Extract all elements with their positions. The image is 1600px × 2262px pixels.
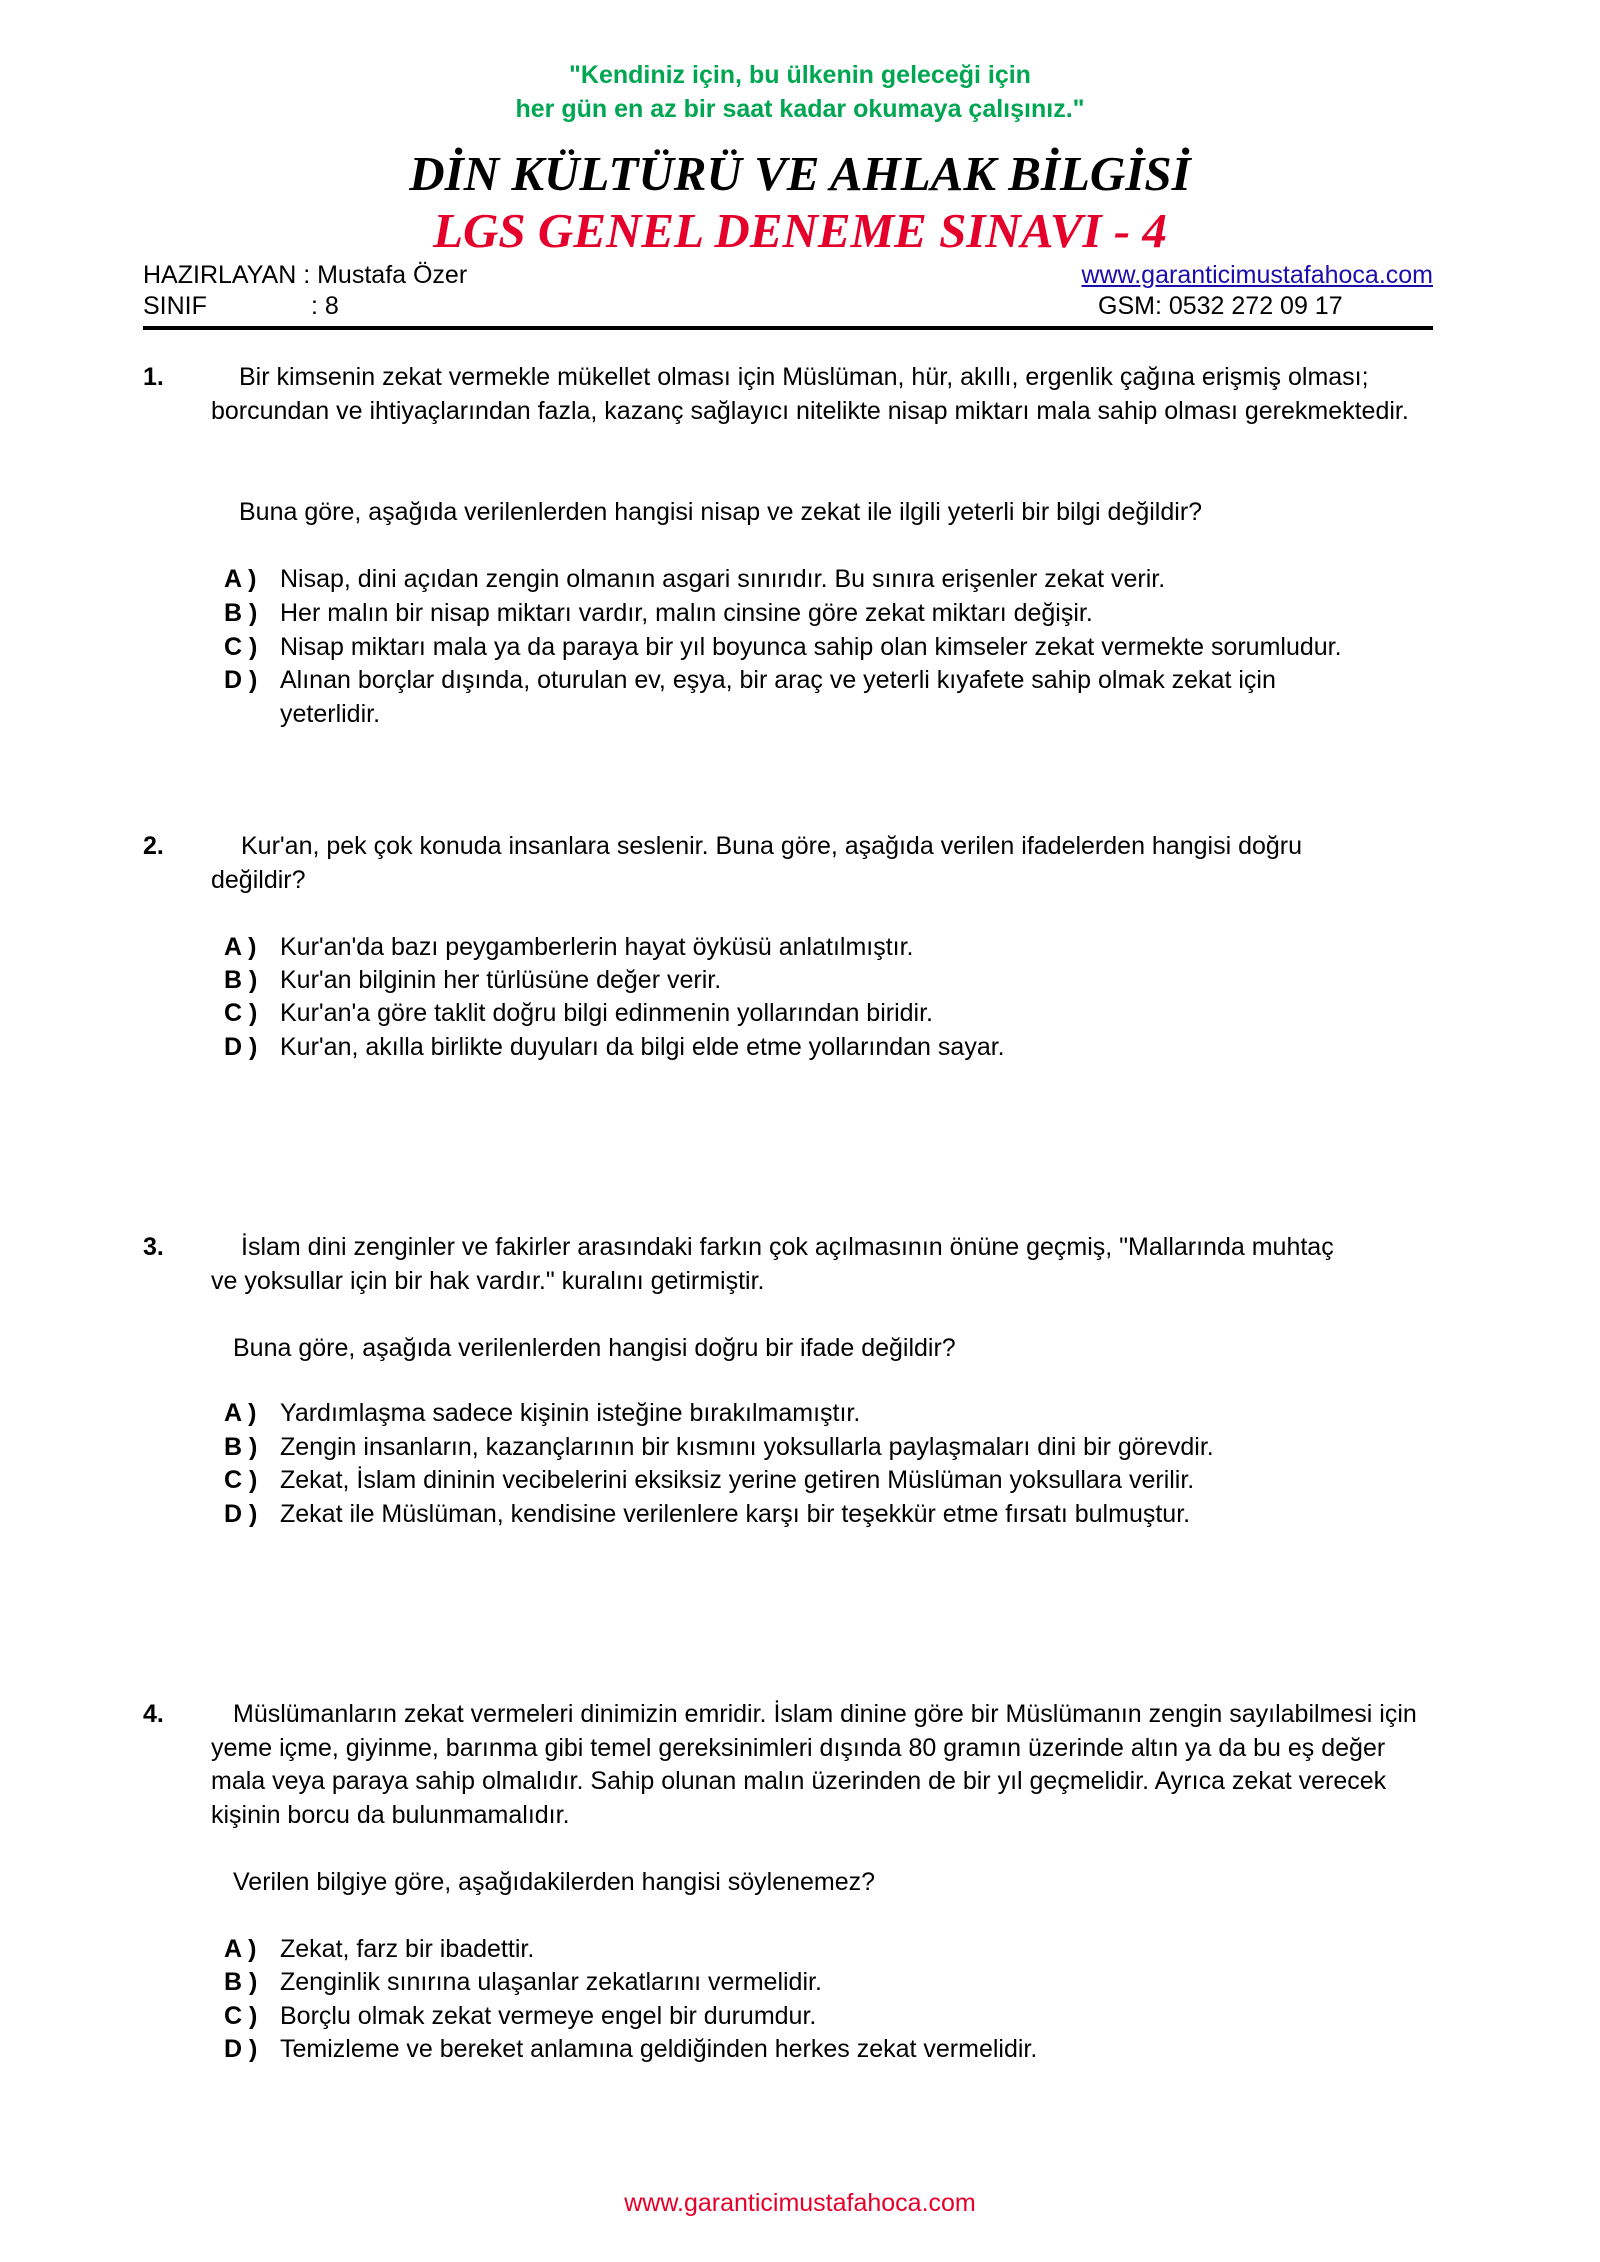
option-d[interactable]: [224, 1031, 1444, 1065]
question-text: Bir kimsenin zekat vermekle mükellet olması için Müslüman, hür, akıllı, ergenlik çağına erişmiş olması; borcundan ve ihtiyaçlarından fazla, kazanç sağlayıcı nitelikte nisap miktarı mala sahip olması gerekmektedir.: [211, 363, 1409, 425]
page-subtitle: LGS GENEL DENEME SINAVI - 4: [433, 203, 1167, 258]
option-letter: A ): [224, 565, 257, 593]
option-text: Temizleme ve bereket anlamına geldiğinden herkes zekat vermelidir.: [280, 2035, 1038, 2063]
motto-line-1: "Kendiniz için, bu ülkenin geleceği için: [569, 61, 1031, 89]
option-letter: B ): [224, 599, 258, 627]
option-a[interactable]: [224, 563, 1444, 597]
option-text: Zenginlik sınırına ulaşanlar zekatlarını vermelidir.: [280, 1968, 822, 1996]
question-prompt: Buna göre, aşağıda verilenlerden hangisi nisap ve zekat ile ilgili yeterli bir bilgi değildir?: [239, 498, 1203, 526]
option-letter: D ): [224, 1500, 258, 1528]
option-letter: B ): [224, 1433, 258, 1461]
option-text: Kur'an bilginin her türlüsüne değer verir.: [280, 966, 722, 994]
question-prompt: Verilen bilgiye göre, aşağıdakilerden hangisi söylenemez?: [233, 1868, 876, 1896]
option-a[interactable]: [224, 1933, 1444, 1967]
option-letter: D ): [224, 2035, 258, 2063]
question-text: Kur'an, pek çok konuda insanlara seslenir. Buna göre, aşağıda verilen ifadelerden hangisi doğru değildir?: [211, 832, 1303, 894]
website-link[interactable]: www.garanticimustafahoca.com: [1081, 261, 1433, 289]
option-text: Alınan borçlar dışında, oturulan ev, eşya, bir araç ve yeterli kıyafete sahip olmak zekat için yeterlidir.: [280, 666, 1276, 728]
option-letter: C ): [224, 2002, 258, 2030]
option-text: Kur'an'da bazı peygamberlerin hayat öyküsü anlatılmıştır.: [280, 933, 914, 961]
question-number: 2.: [143, 832, 164, 860]
question-number: 1.: [143, 363, 164, 391]
class-value: : 8: [311, 292, 339, 320]
option-letter: D ): [224, 666, 258, 694]
option-letter: B ): [224, 1968, 258, 1996]
option-c[interactable]: [224, 997, 1444, 1031]
option-text: Zekat, farz bir ibadettir.: [280, 1935, 535, 1963]
page-title: DİN KÜLTÜRÜ VE AHLAK BİLGİSİ: [409, 146, 1191, 201]
motto-line-2: her gün en az bir saat kadar okumaya çalışınız.": [515, 95, 1085, 123]
option-d[interactable]: [224, 664, 1374, 731]
option-b[interactable]: [224, 597, 1444, 631]
question-text: Müslümanların zekat vermeleri dinimizin emridir. İslam dinine göre bir Müslümanın zengin sayılabilmesi için yeme içme, giyinme, barınma gibi temel gereksinimleri dışında 80 gramın üzerinde altın ya da bu eş değer mala veya paraya sahip olmalıdır. Sahip olunan malın üzerinden de bir yıl geçmelidir. Ayrıca zekat verecek kişinin borcu da bulunmamalıdır.: [211, 1700, 1417, 1829]
class-label: SINIF: [143, 292, 207, 320]
option-text: Borçlu olmak zekat vermeye engel bir durumdur.: [280, 2002, 817, 2030]
question-text: İslam dini zenginler ve fakirler arasındaki farkın çok açılmasının önüne geçmiş, "Mallarında muhtaç ve yoksullar için bir hak vardır." kuralını getirmiştir.: [211, 1233, 1334, 1295]
question-prompt: Buna göre, aşağıda verilenlerden hangisi doğru bir ifade değildir?: [233, 1334, 956, 1362]
option-text: Kur'an, akılla birlikte duyuları da bilgi elde etme yollarından sayar.: [280, 1033, 1005, 1061]
question-number: 4.: [143, 1700, 164, 1728]
option-letter: C ): [224, 1466, 258, 1494]
option-letter: A ): [224, 1935, 257, 1963]
option-c[interactable]: [224, 631, 1444, 665]
phone-number: GSM: 0532 272 09 17: [1098, 292, 1343, 320]
option-text: Her malın bir nisap miktarı vardır, malın cinsine göre zekat miktarı değişir.: [280, 599, 1093, 627]
option-letter: C ): [224, 633, 258, 661]
header-divider: [143, 326, 1433, 330]
option-text: Zengin insanların, kazançlarının bir kısmını yoksullarla paylaşmaları dini bir görevdir.: [280, 1433, 1214, 1461]
option-b[interactable]: [224, 1431, 1444, 1465]
option-letter: C ): [224, 999, 258, 1027]
option-c[interactable]: [224, 2000, 1444, 2034]
option-b[interactable]: [224, 964, 1444, 998]
option-b[interactable]: [224, 1966, 1444, 2000]
option-a[interactable]: [224, 1397, 1444, 1431]
option-text: Zekat, İslam dininin vecibelerini eksiksiz yerine getiren Müslüman yoksullara verilir.: [280, 1466, 1195, 1494]
prepared-by: HAZIRLAYAN : Mustafa Özer: [143, 261, 468, 289]
option-text: Yardımlaşma sadece kişinin isteğine bırakılmamıştır.: [280, 1399, 861, 1427]
option-c[interactable]: [224, 1464, 1444, 1498]
option-letter: D ): [224, 1033, 258, 1061]
option-letter: B ): [224, 966, 258, 994]
option-text: Nisap miktarı mala ya da paraya bir yıl boyunca sahip olan kimseler zekat vermekte sorumludur.: [280, 633, 1342, 661]
option-d[interactable]: [224, 2033, 1444, 2067]
option-text: Nisap, dini açıdan zengin olmanın asgari sınırıdır. Bu sınıra erişenler zekat verir.: [280, 565, 1166, 593]
option-text: Zekat ile Müslüman, kendisine verilenlere karşı bir teşekkür etme fırsatı bulmuştur.: [280, 1500, 1191, 1528]
option-text: Kur'an'a göre taklit doğru bilgi edinmenin yollarından biridir.: [280, 999, 933, 1027]
option-a[interactable]: [224, 931, 1444, 965]
option-d[interactable]: [224, 1498, 1444, 1532]
option-letter: A ): [224, 1399, 257, 1427]
option-letter: A ): [224, 933, 257, 961]
footer-website[interactable]: www.garanticimustafahoca.com: [624, 2189, 976, 2217]
question-number: 3.: [143, 1233, 164, 1261]
